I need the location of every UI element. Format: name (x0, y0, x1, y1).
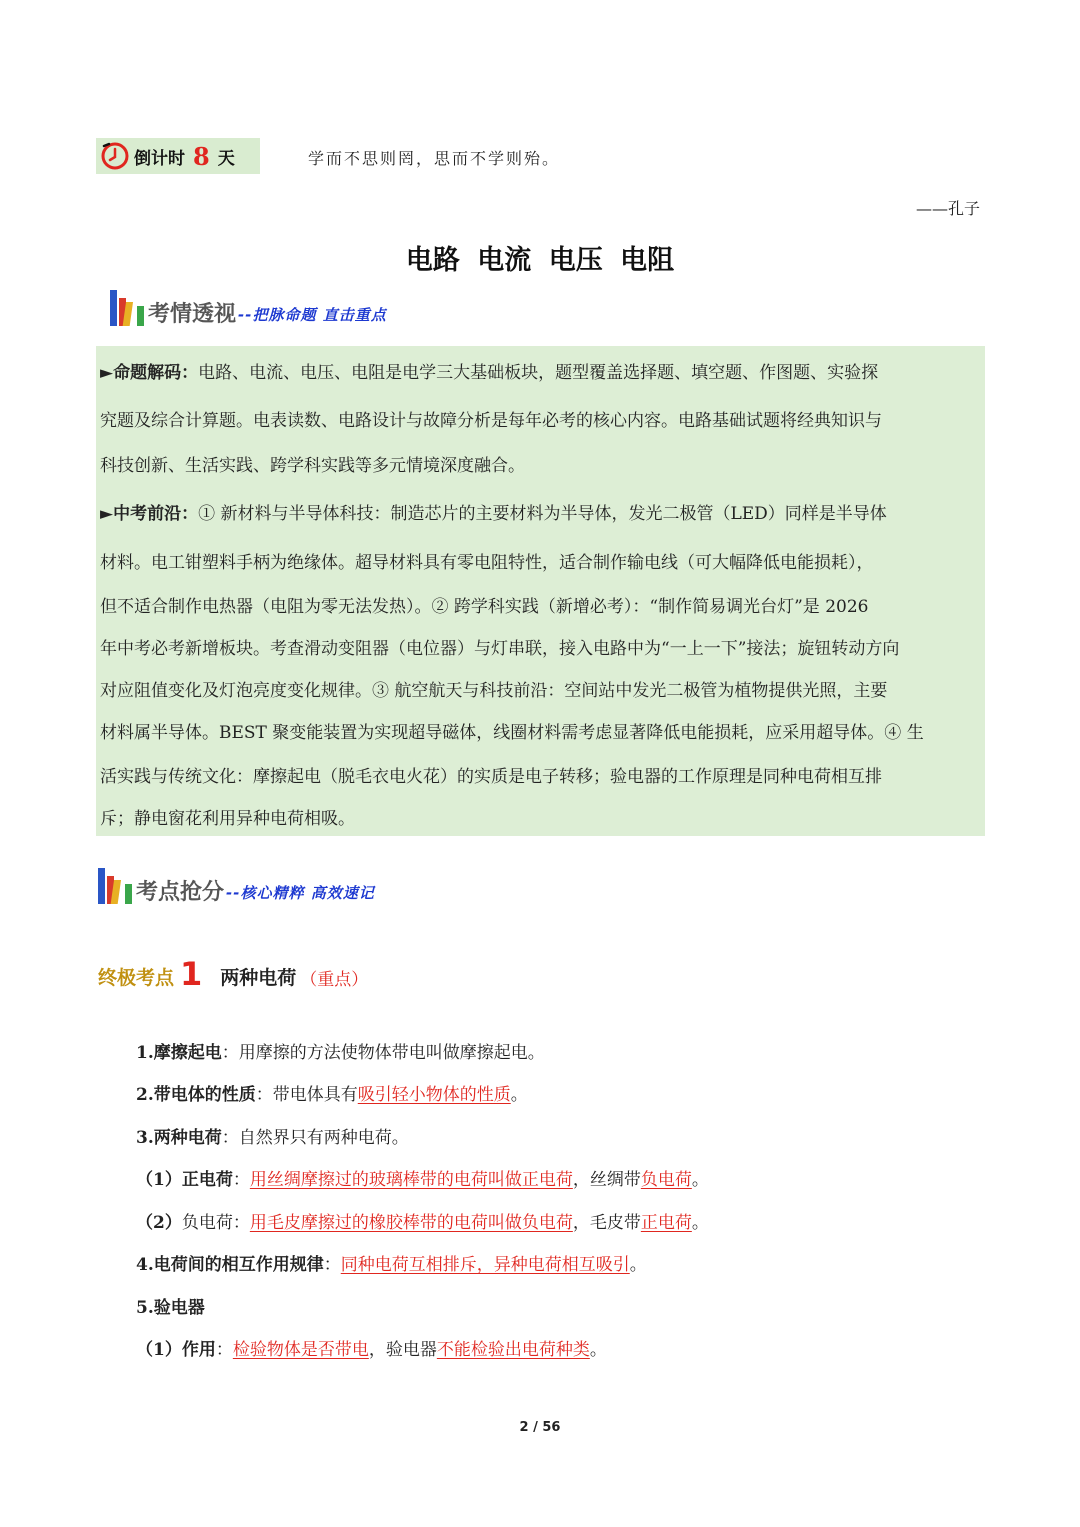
decode-line-1: ►命题解码：电路、电流、电压、电阻是电学三大基础板块，题型覆盖选择题、填空题、作图题、实验探 (100, 363, 879, 383)
section-subtitle: --核心精粹 高效速记 (226, 884, 375, 902)
countdown-badge (96, 138, 260, 174)
books-icon (108, 288, 146, 328)
quote-text: 学而不思则罔，思而不学则殆。 (308, 149, 561, 168)
frontier-line-8: 斥；静电窗花利用异种电荷相吸。 (100, 809, 355, 829)
page-title: 电路 电流 电压 电阻 (405, 245, 675, 276)
decode-line-3: 科技创新、生活实践、跨学科实践等多元情境深度融合。 (100, 456, 525, 476)
frontier-line-3: 但不适合制作电热器（电阻为零无法发热）。② 跨学科实践（新增必考）：“制作简易调光台灯”是 2026 (100, 597, 869, 617)
countdown-unit: 天 (217, 148, 235, 169)
list-item: （1）作用：检验物体是否带电，验电器不能检验出电荷种类。 (136, 1340, 607, 1360)
quote-author: ——孔子 (915, 199, 980, 218)
frontier-line-1: ►中考前沿：① 新材料与半导体科技：制造芯片的主要材料为半导体，发光二极管（LED）同样是半导体 (100, 504, 887, 524)
list-item: 1.摩擦起电：用摩擦的方法使物体带电叫做摩擦起电。 (136, 1043, 545, 1063)
frontier-line-6: 材料属半导体。BEST 聚变能装置为实现超导磁体，线圈材料需考虑显著降低电能损耗，应采用超导体。④ 生 (100, 723, 924, 743)
section-title: 考情透视 (148, 302, 237, 327)
point-number: 1 (180, 955, 203, 993)
section-subtitle: --把脉命题 直击重点 (238, 306, 387, 324)
clock-icon (100, 141, 130, 171)
list-item: （1）正电荷：用丝绸摩擦过的玻璃棒带的电荷叫做正电荷，丝绸带负电荷。 (136, 1170, 709, 1190)
point-heading (98, 955, 369, 993)
countdown-number: 8 (193, 141, 210, 171)
section-header-points (96, 866, 375, 906)
list-item: 4.电荷间的相互作用规律：同种电荷互相排斥，异种电荷相互吸引。 (136, 1255, 647, 1275)
decode-line-2: 究题及综合计算题。电表读数、电路设计与故障分析是每年必考的核心内容。电路基础试题将经典知识与 (100, 411, 882, 431)
frontier-line-5: 对应阻值变化及灯泡亮度变化规律。③ 航空航天与科技前沿：空间站中发光二极管为植物提供光照，主要 (100, 681, 888, 701)
frontier-line-7: 活实践与传统文化：摩擦起电（脱毛衣电火花）的实质是电子转移；验电器的工作原理是同种电荷相互排 (100, 767, 882, 787)
point-tag: （重点） (300, 970, 369, 990)
countdown-label: 倒计时 (134, 148, 185, 169)
frontier-line-2: 材料。电工钳塑料手柄为绝缘体。超导材料具有零电阻特性，适合制作输电线（可大幅降低电能损耗）， (100, 553, 874, 573)
frontier-line-4: 年中考必考新增板块。考查滑动变阻器（电位器）与灯串联，接入电路中为“一上一下”接法；旋钮转动方向 (100, 639, 900, 659)
point-title: 两种电荷 (220, 967, 297, 989)
point-label: 终极考点 (98, 967, 175, 989)
section-header-overview (108, 288, 387, 328)
books-icon (96, 866, 134, 906)
list-item: （2）负电荷：用毛皮摩擦过的橡胶棒带的电荷叫做负电荷，毛皮带正电荷。 (136, 1213, 709, 1233)
page-number: 2 / 56 (519, 1420, 561, 1435)
list-item: 5.验电器 (136, 1298, 205, 1318)
list-item: 3.两种电荷：自然界只有两种电荷。 (136, 1128, 409, 1148)
section-title: 考点抢分 (136, 880, 225, 905)
list-item: 2.带电体的性质：带电体具有吸引轻小物体的性质。 (136, 1085, 528, 1105)
